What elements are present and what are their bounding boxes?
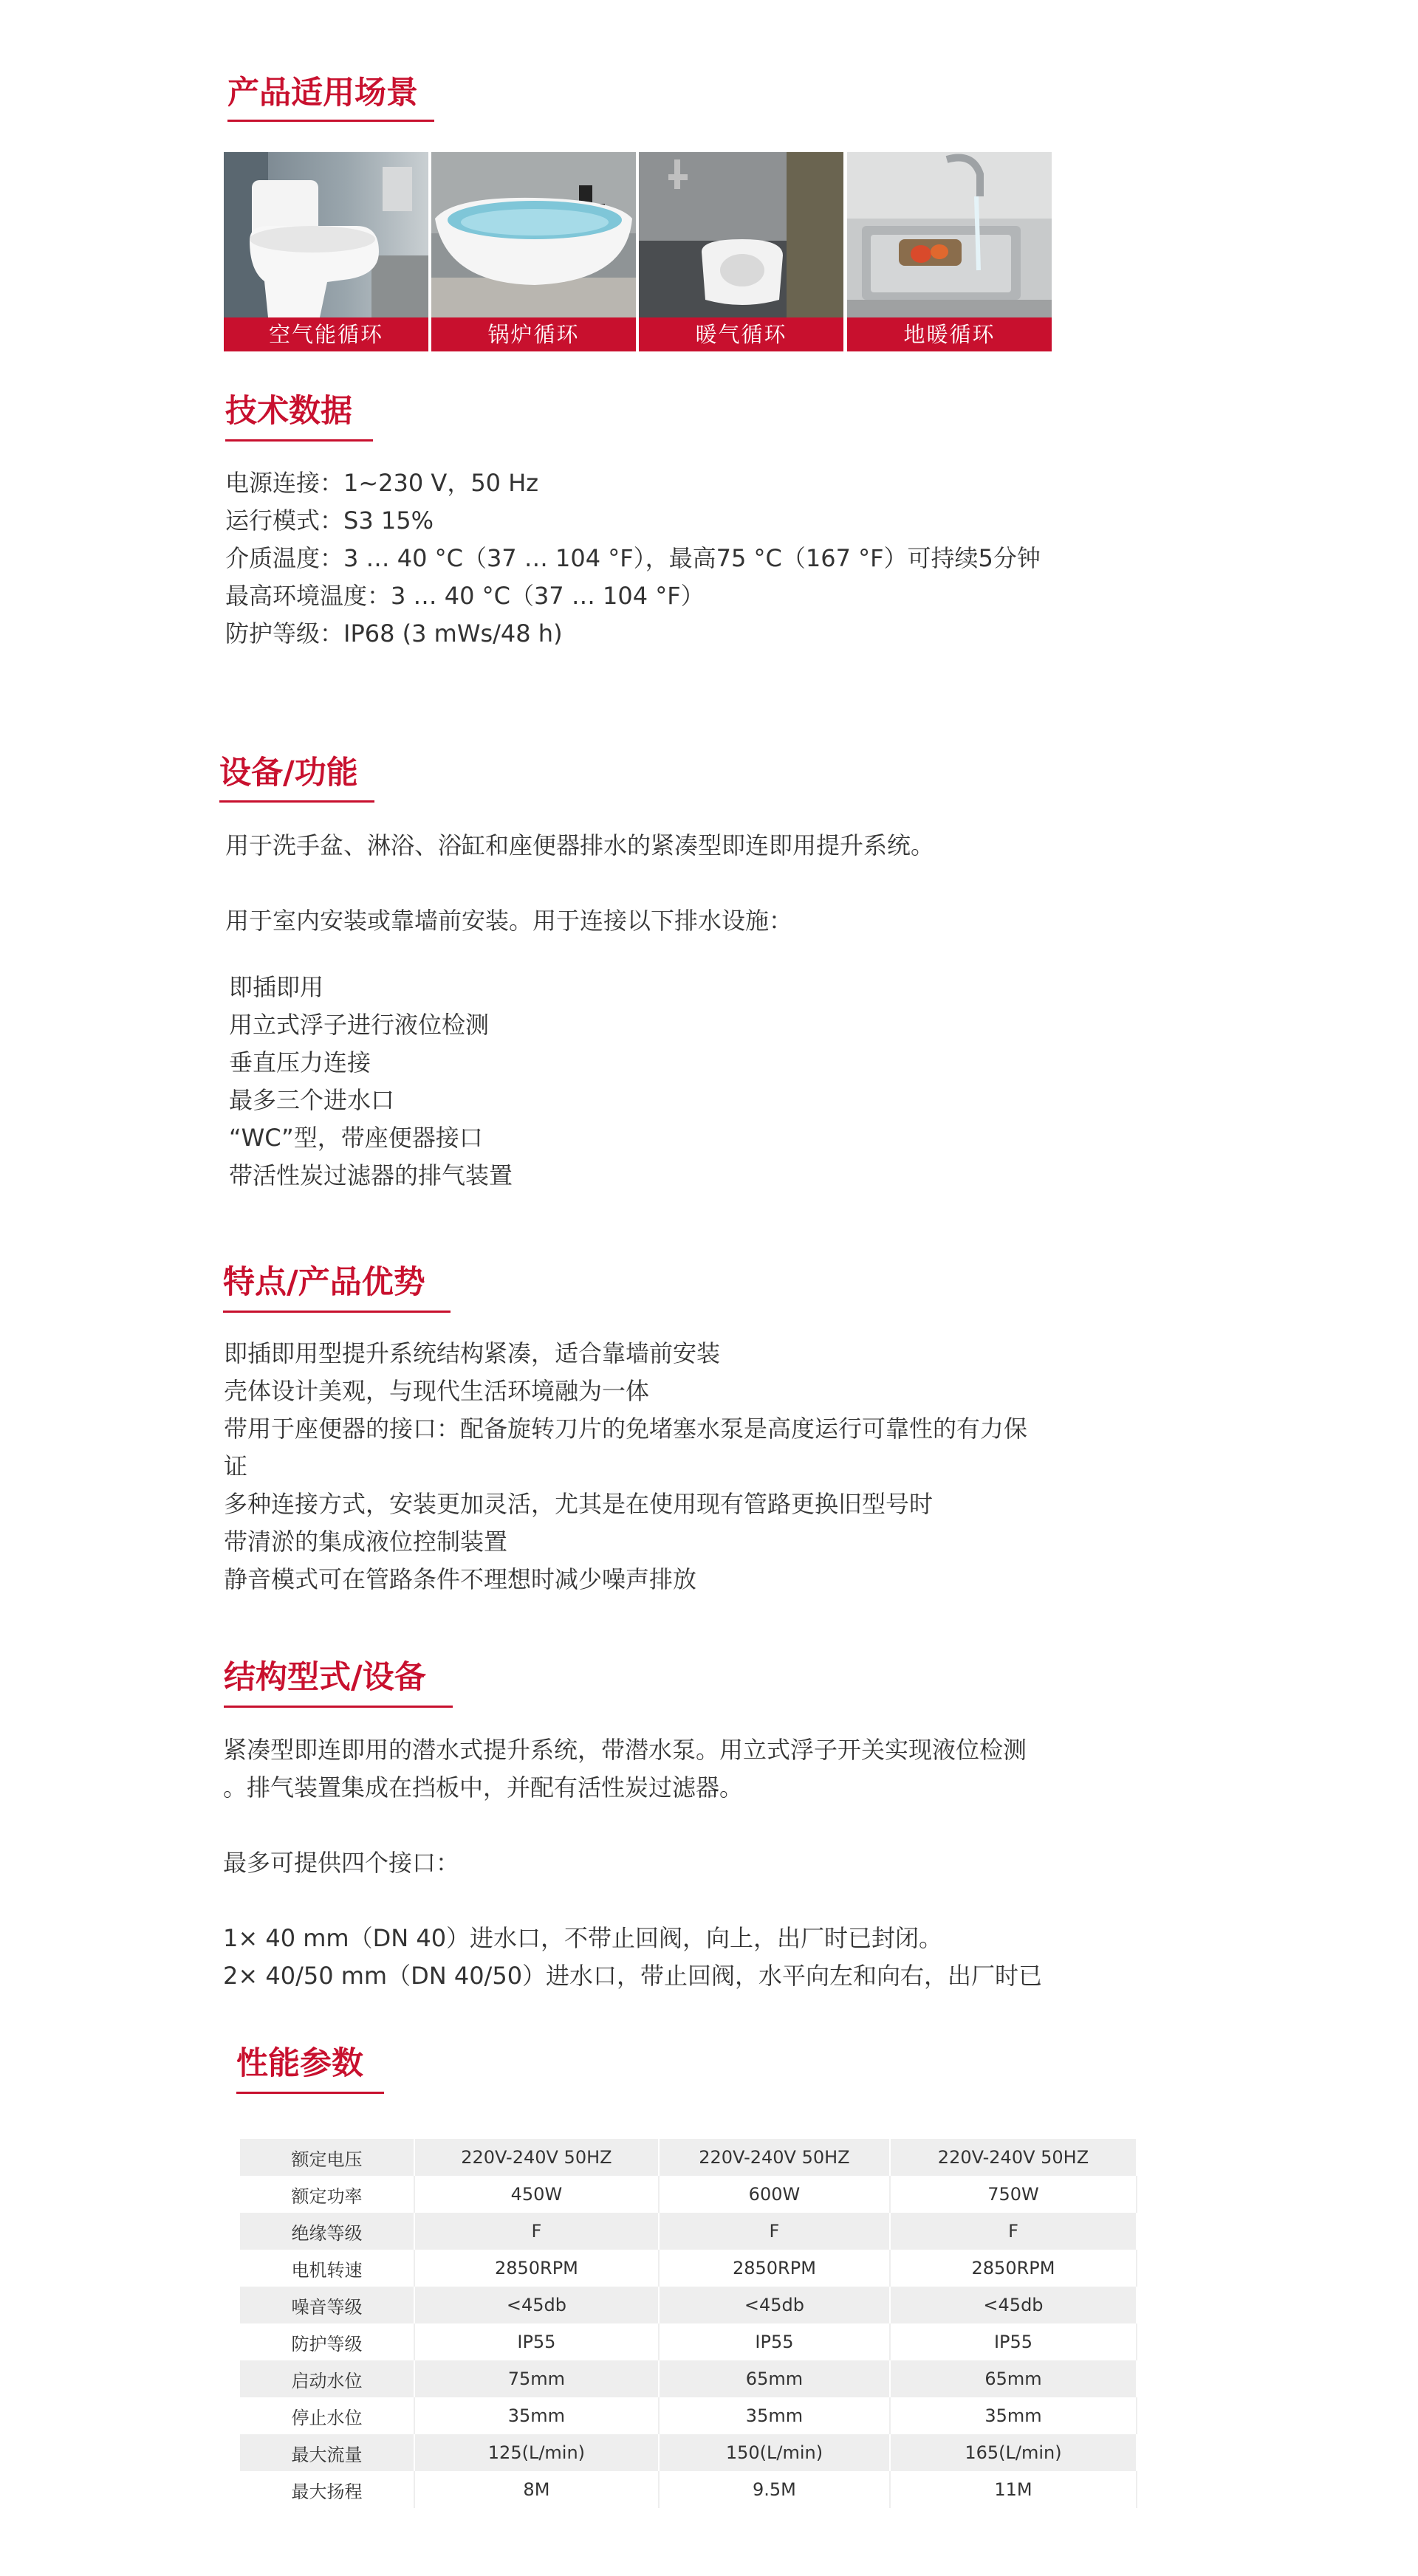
- feature-item: 证: [224, 1452, 248, 1480]
- param-value: 2850RPM: [659, 2250, 890, 2287]
- scene-label: 空气能循环: [224, 317, 428, 351]
- param-value: 750W: [890, 2176, 1137, 2213]
- table-row: [240, 2434, 1137, 2471]
- param-value: <45db: [414, 2287, 659, 2323]
- param-value: IP55: [890, 2323, 1137, 2360]
- scene-label: 地暖循环: [847, 317, 1052, 351]
- param-value: 35mm: [414, 2397, 659, 2434]
- table-row: [240, 2287, 1137, 2323]
- feature-item: 静音模式可在管路条件不理想时减少噪声排放: [224, 1565, 697, 1593]
- function-item: 即插即用: [229, 973, 324, 1001]
- param-value: 9.5M: [659, 2471, 890, 2508]
- param-value: 220V-240V 50HZ: [890, 2139, 1137, 2176]
- squat-toilet-photo: [639, 152, 843, 317]
- param-name: 停止水位: [240, 2397, 414, 2434]
- structure-title: 结构型式/设备: [224, 1659, 426, 1696]
- param-name: 绝缘等级: [240, 2213, 414, 2250]
- param-value: IP55: [659, 2323, 890, 2360]
- function-text: [225, 827, 934, 978]
- structure-title-underline: [224, 1706, 453, 1708]
- param-name: 防护等级: [240, 2323, 414, 2360]
- param-name: 最大扬程: [240, 2471, 414, 2508]
- param-value: 220V-240V 50HZ: [659, 2139, 890, 2176]
- function-title-underline: [219, 800, 374, 803]
- param-value: 2850RPM: [890, 2250, 1137, 2287]
- tech-title: 技术数据: [225, 393, 352, 430]
- structure-line: 紧凑型即连即用的潜水式提升系统，带潜水泵。用立式浮子开关实现液位检测: [223, 1736, 1027, 1764]
- features-list: [224, 1335, 1027, 1598]
- scene-card-floor-heating: [847, 152, 1052, 351]
- feature-item: 多种连接方式，安装更加灵活，尤其是在使用现有管路更换旧型号时: [224, 1490, 934, 1518]
- function-item: 垂直压力连接: [229, 1048, 371, 1076]
- param-value: F: [890, 2213, 1137, 2250]
- table-row: [240, 2213, 1137, 2250]
- table-row: [240, 2250, 1137, 2287]
- function-item: 带活性炭过滤器的排气装置: [229, 1161, 513, 1189]
- function-item: 用立式浮子进行液位检测: [229, 1011, 490, 1039]
- param-value: IP55: [414, 2323, 659, 2360]
- table-row: [240, 2139, 1137, 2176]
- scene-card-boiler: [431, 152, 636, 351]
- feature-item: 带用于座便器的接口：配备旋转刀片的免堵塞水泵是高度运行可靠性的有力保: [224, 1415, 1028, 1443]
- param-value: 450W: [414, 2176, 659, 2213]
- structure-line: 2× 40/50 mm（DN 40/50）进水口，带止回阀，水平向左和向右，出厂时已: [223, 1962, 1043, 1990]
- param-value: 75mm: [414, 2360, 659, 2397]
- scene-card-air-energy: [224, 152, 428, 351]
- param-value: 2850RPM: [414, 2250, 659, 2287]
- param-name: 额定功率: [240, 2176, 414, 2213]
- param-value: <45db: [890, 2287, 1137, 2323]
- tech-title-underline: [225, 439, 373, 442]
- performance-title-underline: [236, 2092, 384, 2094]
- performance-title: 性能参数: [236, 2045, 363, 2082]
- param-value: <45db: [659, 2287, 890, 2323]
- tech-data-list: [225, 464, 1041, 653]
- table-row: [240, 2176, 1137, 2213]
- param-value: 35mm: [659, 2397, 890, 2434]
- tech-item: 防护等级：IP68 (3 mWs/48 h): [225, 619, 563, 648]
- tech-item: 介质温度：3 … 40 °C（37 … 104 °F），最高75 °C（167 °F）可持续5分钟: [225, 544, 1041, 572]
- param-name: 噪音等级: [240, 2287, 414, 2323]
- scenes-title: 产品适用场景: [227, 75, 418, 111]
- table-row: [240, 2397, 1137, 2434]
- table-row: [240, 2471, 1137, 2508]
- scene-label: 暖气循环: [639, 317, 843, 351]
- function-item-list: [229, 969, 513, 1195]
- param-value: 220V-240V 50HZ: [414, 2139, 659, 2176]
- function-paragraph: 用于洗手盆、淋浴、浴缸和座便器排水的紧凑型即连即用提升系统。: [225, 831, 935, 859]
- table-row: [240, 2360, 1137, 2397]
- param-value: 8M: [414, 2471, 659, 2508]
- feature-item: 即插即用型提升系统结构紧凑，适合靠墙前安装: [224, 1339, 721, 1367]
- kitchen-sink-photo: [847, 152, 1052, 317]
- function-paragraph: 用于室内安装或靠墙前安装。用于连接以下排水设施：: [225, 907, 793, 935]
- features-title-underline: [223, 1311, 451, 1313]
- function-item: 最多三个进水口: [229, 1086, 395, 1114]
- param-value: 125(L/min): [414, 2434, 659, 2471]
- param-value: 65mm: [890, 2360, 1137, 2397]
- structure-line: 。排气装置集成在挡板中，并配有活性炭过滤器。: [223, 1773, 744, 1802]
- performance-table: [240, 2139, 1137, 2508]
- tech-item: 运行模式：S3 15%: [225, 506, 434, 535]
- features-title: 特点/产品优势: [223, 1264, 425, 1301]
- scenes-title-underline: [227, 120, 434, 122]
- function-title: 设备/功能: [219, 755, 358, 791]
- toilet-photo: [224, 152, 428, 317]
- scene-label: 锅炉循环: [431, 317, 636, 351]
- tech-item: 电源连接：1~230 V，50 Hz: [225, 469, 539, 497]
- feature-item: 壳体设计美观，与现代生活环境融为一体: [224, 1377, 650, 1405]
- param-value: F: [659, 2213, 890, 2250]
- tech-item: 最高环境温度：3 … 40 °C（37 … 104 °F）: [225, 582, 705, 610]
- table-row: [240, 2323, 1137, 2360]
- param-value: 600W: [659, 2176, 890, 2213]
- param-value: 11M: [890, 2471, 1137, 2508]
- scene-card-heating: [639, 152, 843, 351]
- param-value: 35mm: [890, 2397, 1137, 2434]
- param-name: 电机转速: [240, 2250, 414, 2287]
- param-name: 启动水位: [240, 2360, 414, 2397]
- structure-line: 最多可提供四个接口：: [223, 1849, 460, 1877]
- structure-line: 1× 40 mm（DN 40）进水口，不带止回阀，向上，出厂时已封闭。: [223, 1924, 943, 1952]
- param-value: F: [414, 2213, 659, 2250]
- param-value: 65mm: [659, 2360, 890, 2397]
- function-item: “WC”型，带座便器接口: [229, 1124, 483, 1152]
- param-value: 165(L/min): [890, 2434, 1137, 2471]
- structure-text: [223, 1731, 1042, 1995]
- param-value: 150(L/min): [659, 2434, 890, 2471]
- feature-item: 带清淤的集成液位控制装置: [224, 1528, 508, 1556]
- param-name: 额定电压: [240, 2139, 414, 2176]
- bathtub-photo: [431, 152, 636, 317]
- param-name: 最大流量: [240, 2434, 414, 2471]
